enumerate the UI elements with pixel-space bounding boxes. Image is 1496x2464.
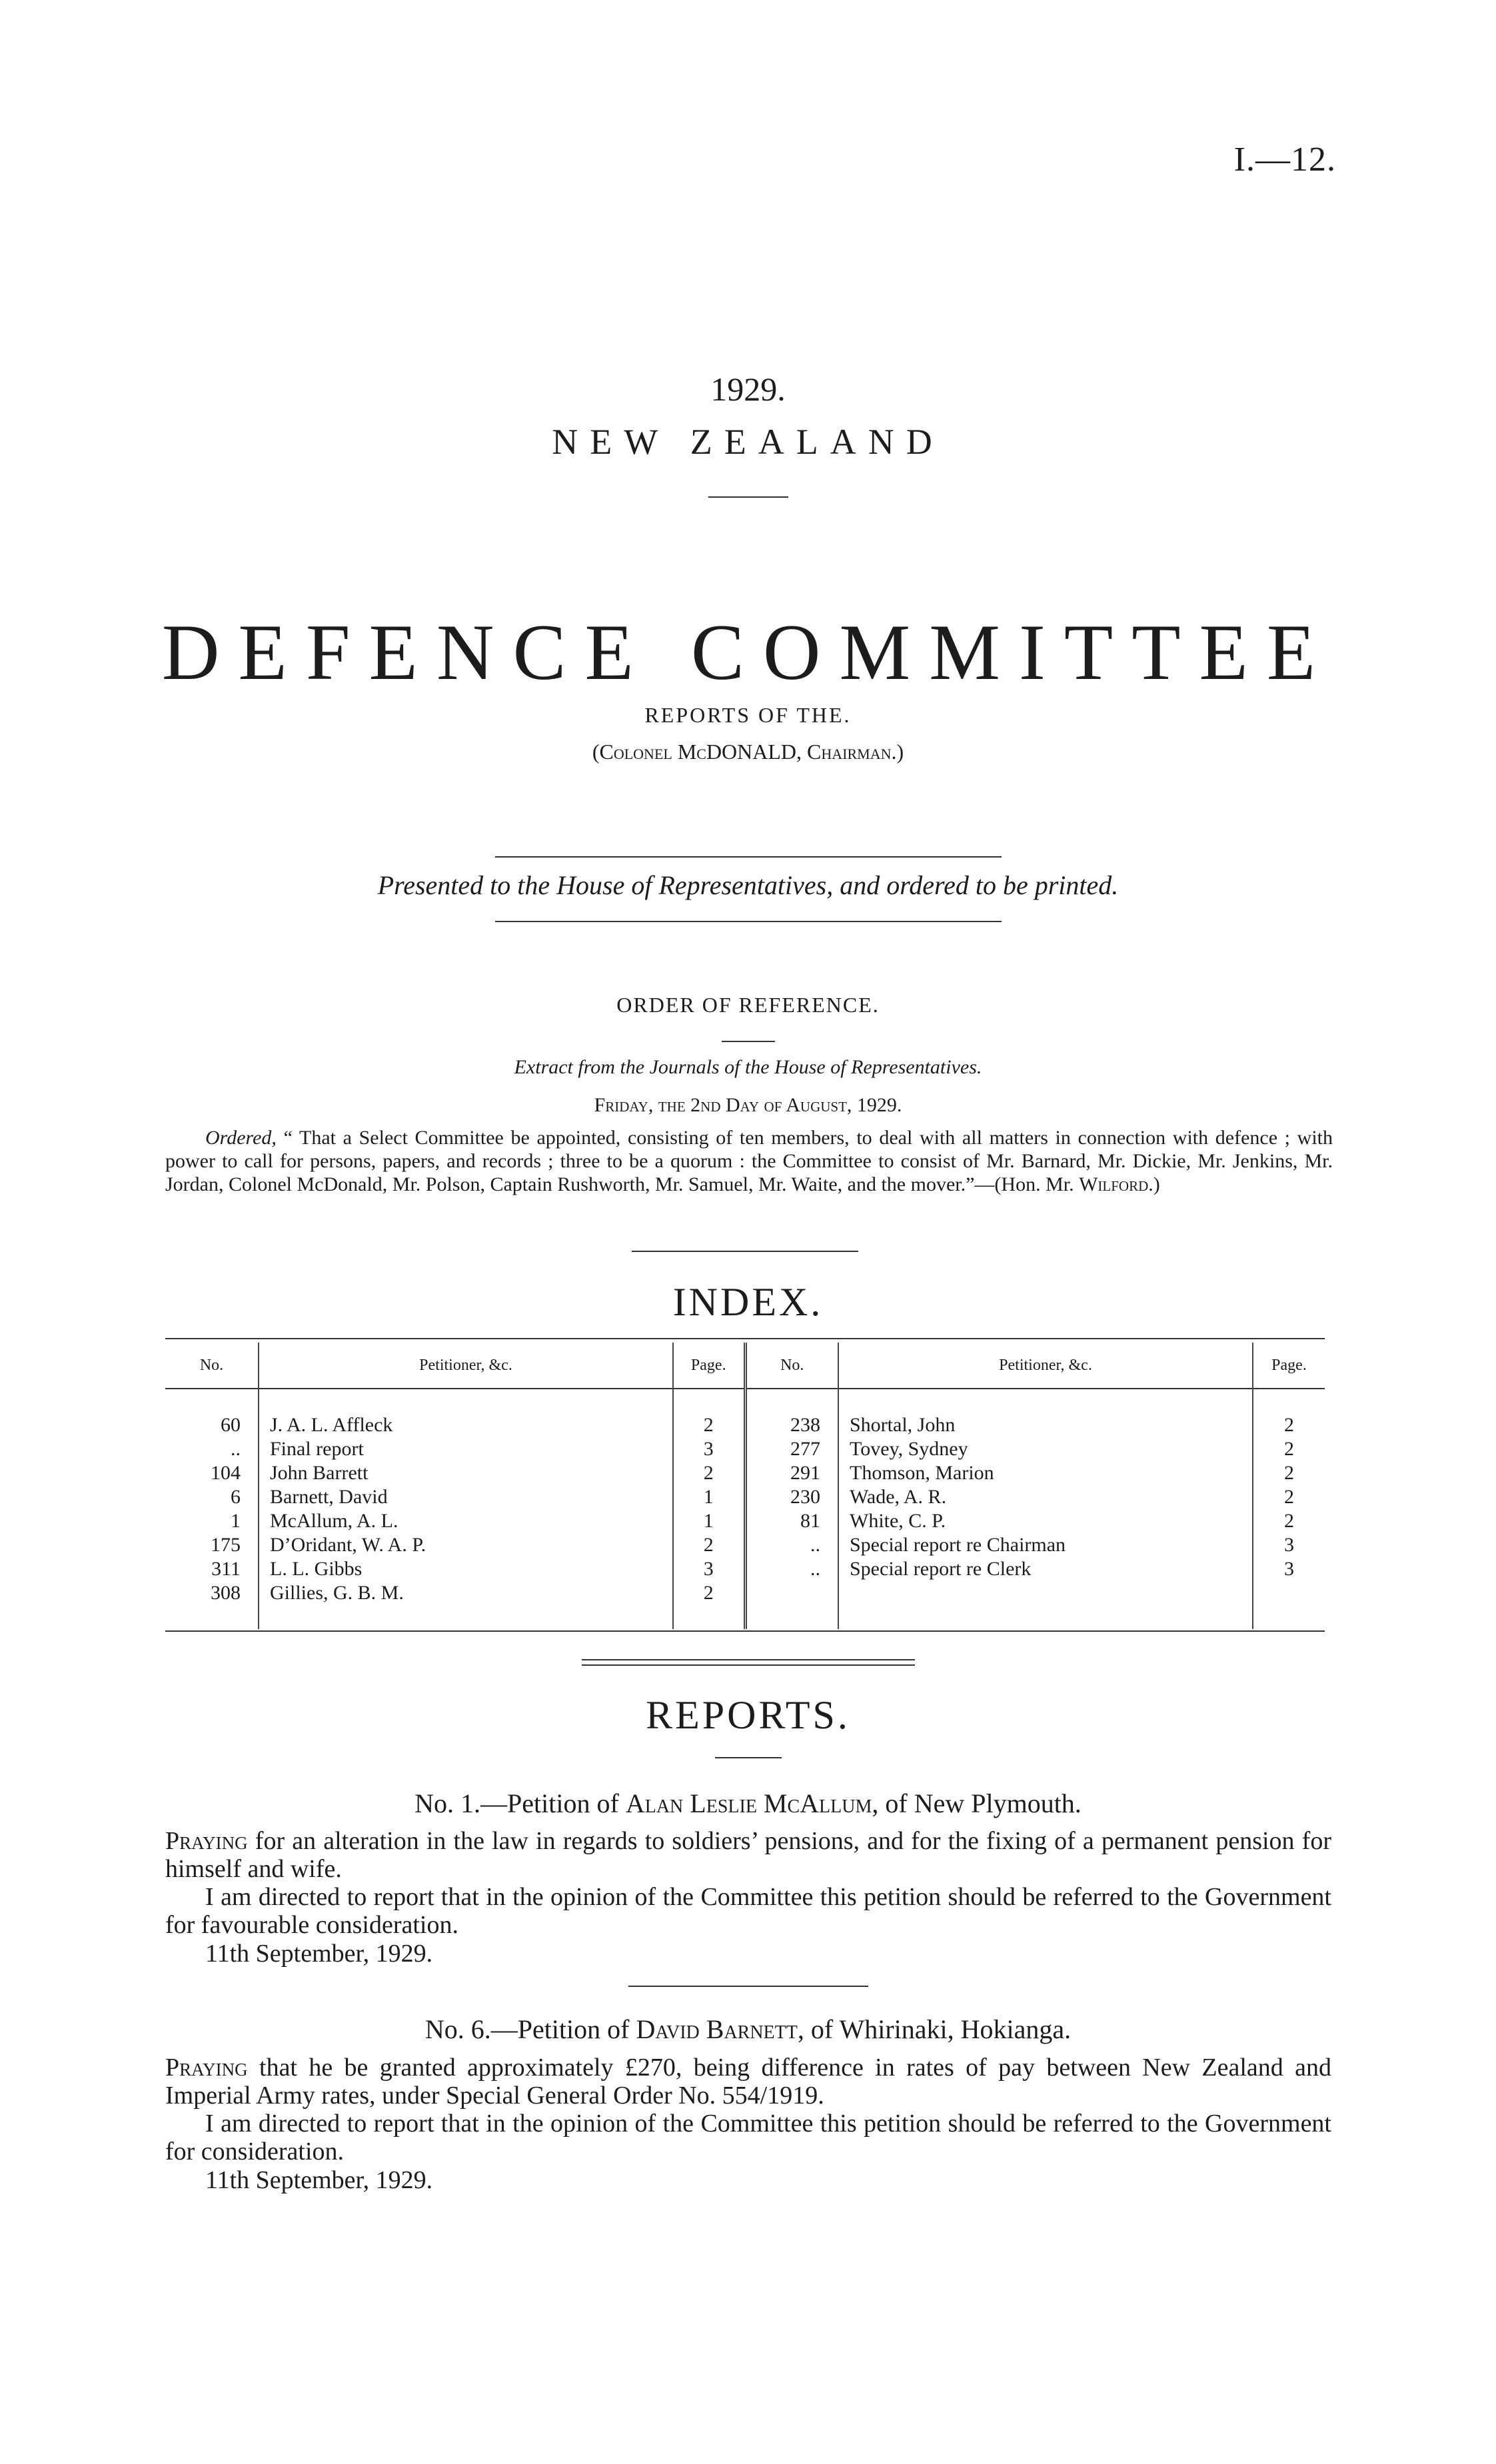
divider <box>708 496 788 498</box>
order-of-reference-heading: ORDER OF REFERENCE. <box>616 993 880 1017</box>
col-no-right: No. <box>745 1343 838 1389</box>
index-table <box>165 1343 1325 1629</box>
index-title: INDEX. <box>672 1280 824 1324</box>
praying-text-1: Praying for an alteration in the law in regards to soldiers’ pensions, and for the fixing of a permanent pension for himself and wife. <box>165 1827 1331 1883</box>
table-row: .. Final report 3 277 Tovey, Sydney 2 <box>165 1437 1325 1461</box>
report-text-2: I am directed to report that in the opinion of the Committee this petition should be referred to the Government for consideration. <box>165 2110 1331 2165</box>
reports-title: REPORTS. <box>646 1693 850 1737</box>
extract-line: Extract from the Journals of the House of Representatives. <box>514 1056 982 1078</box>
table-top-rule <box>165 1338 1325 1339</box>
report-date-2: 11th September, 1929. <box>205 2166 433 2194</box>
table-row: 311 L. L. Gibbs 3 .. Special report re Clerk 3 <box>165 1557 1325 1581</box>
divider <box>582 1664 915 1666</box>
table-row: 6 Barnett, David 1 230 Wade, A. R. 2 <box>165 1485 1325 1509</box>
ordered-label: Ordered, <box>205 1127 277 1149</box>
table-row: 175 D’Oridant, W. A. P. 2 .. Special report re Chairman 3 <box>165 1533 1325 1557</box>
col-page-left: Page. <box>673 1343 745 1389</box>
divider <box>632 1251 858 1252</box>
divider <box>722 1041 775 1042</box>
document-subtitle: REPORTS OF THE. <box>644 703 852 727</box>
col-no-left: No. <box>199 1356 224 1374</box>
praying-text-2: Praying that he be granted approximately £270, being difference in rates of pay between New Zealand and Imperial Army rates, under Special General Order No. 554/1919. <box>165 2054 1331 2110</box>
petition-heading-2: No. 6.—Petition of David Barnett, of Whirinaki, Hokianga. <box>424 2014 1072 2044</box>
chairman-line: (Colonel McDONALD, Chairman.) <box>592 740 904 764</box>
divider <box>495 856 1002 858</box>
col-petitioner-right: Petitioner, &c. <box>838 1343 1253 1389</box>
table-row: 1 McAllum, A. L. 1 81 White, C. P. 2 <box>165 1509 1325 1533</box>
divider <box>582 1659 915 1660</box>
order-body: “ That a Select Committee be appointed, consisting of ten members, to deal with all matters in connection with defence ; with power to call for persons, papers, and records ; three to be a quorum : the Committee to consist of Mr. Barnard, Mr. Dickie, Mr. Jenkins, Mr. Jordan, Colonel McDonald, Mr. Polson, Captain Rushworth, Mr. Samuel, Mr. Waite, and the mover.”—(Hon. Mr. <box>165 1127 1333 1195</box>
divider <box>715 1757 782 1758</box>
table-row: 60 J. A. L. Affleck 2 238 Shortal, John 2 <box>165 1413 1325 1437</box>
table-row: 308 Gillies, G. B. M. 2 <box>165 1581 1325 1605</box>
document-title: DEFENCE COMMITTEE <box>161 608 1335 696</box>
divider <box>495 921 1002 922</box>
page-number: I.—12. <box>1233 141 1336 179</box>
report-text-1: I am directed to report that in the opinion of the Committee this petition should be referred to the Government for favourable consideration. <box>165 1883 1331 1939</box>
order-text: Ordered, “ That a Select Committee be appointed, consisting of ten members, to deal with all matters in connection with defence ; with power to call for persons, papers, and records ; three to be a quorum : the Committee to consist of Mr. Barnard, Mr. Dickie, Mr. Jenkins, Mr. Jordan, Colonel McDonald, Mr. Polson, Captain Rushworth, Mr. Samuel, Mr. Waite, and the mover.”—(Hon. Mr. Wilford.) <box>165 1127 1333 1195</box>
presented-line: Presented to the House of Representatives, and ordered to be printed. <box>377 870 1119 900</box>
year: 1929. <box>710 370 786 408</box>
table-row: 104 John Barrett 2 291 Thomson, Marion 2 <box>165 1461 1325 1485</box>
mover-name: Wilford <box>1079 1173 1149 1195</box>
country: NEW ZEALAND <box>552 422 944 462</box>
divider <box>628 1986 868 1987</box>
petition-heading-1: No. 1.—Petition of Alan Leslie McAllum, of New Plymouth. <box>414 1788 1082 1818</box>
table-bottom-rule <box>165 1630 1325 1632</box>
col-petitioner-left: Petitioner, &c. <box>259 1343 673 1389</box>
col-page-right: Page. <box>1253 1343 1325 1389</box>
report-date-1: 11th September, 1929. <box>205 1940 433 1968</box>
order-date: Friday, the 2nd Day of August, 1929. <box>594 1094 902 1116</box>
